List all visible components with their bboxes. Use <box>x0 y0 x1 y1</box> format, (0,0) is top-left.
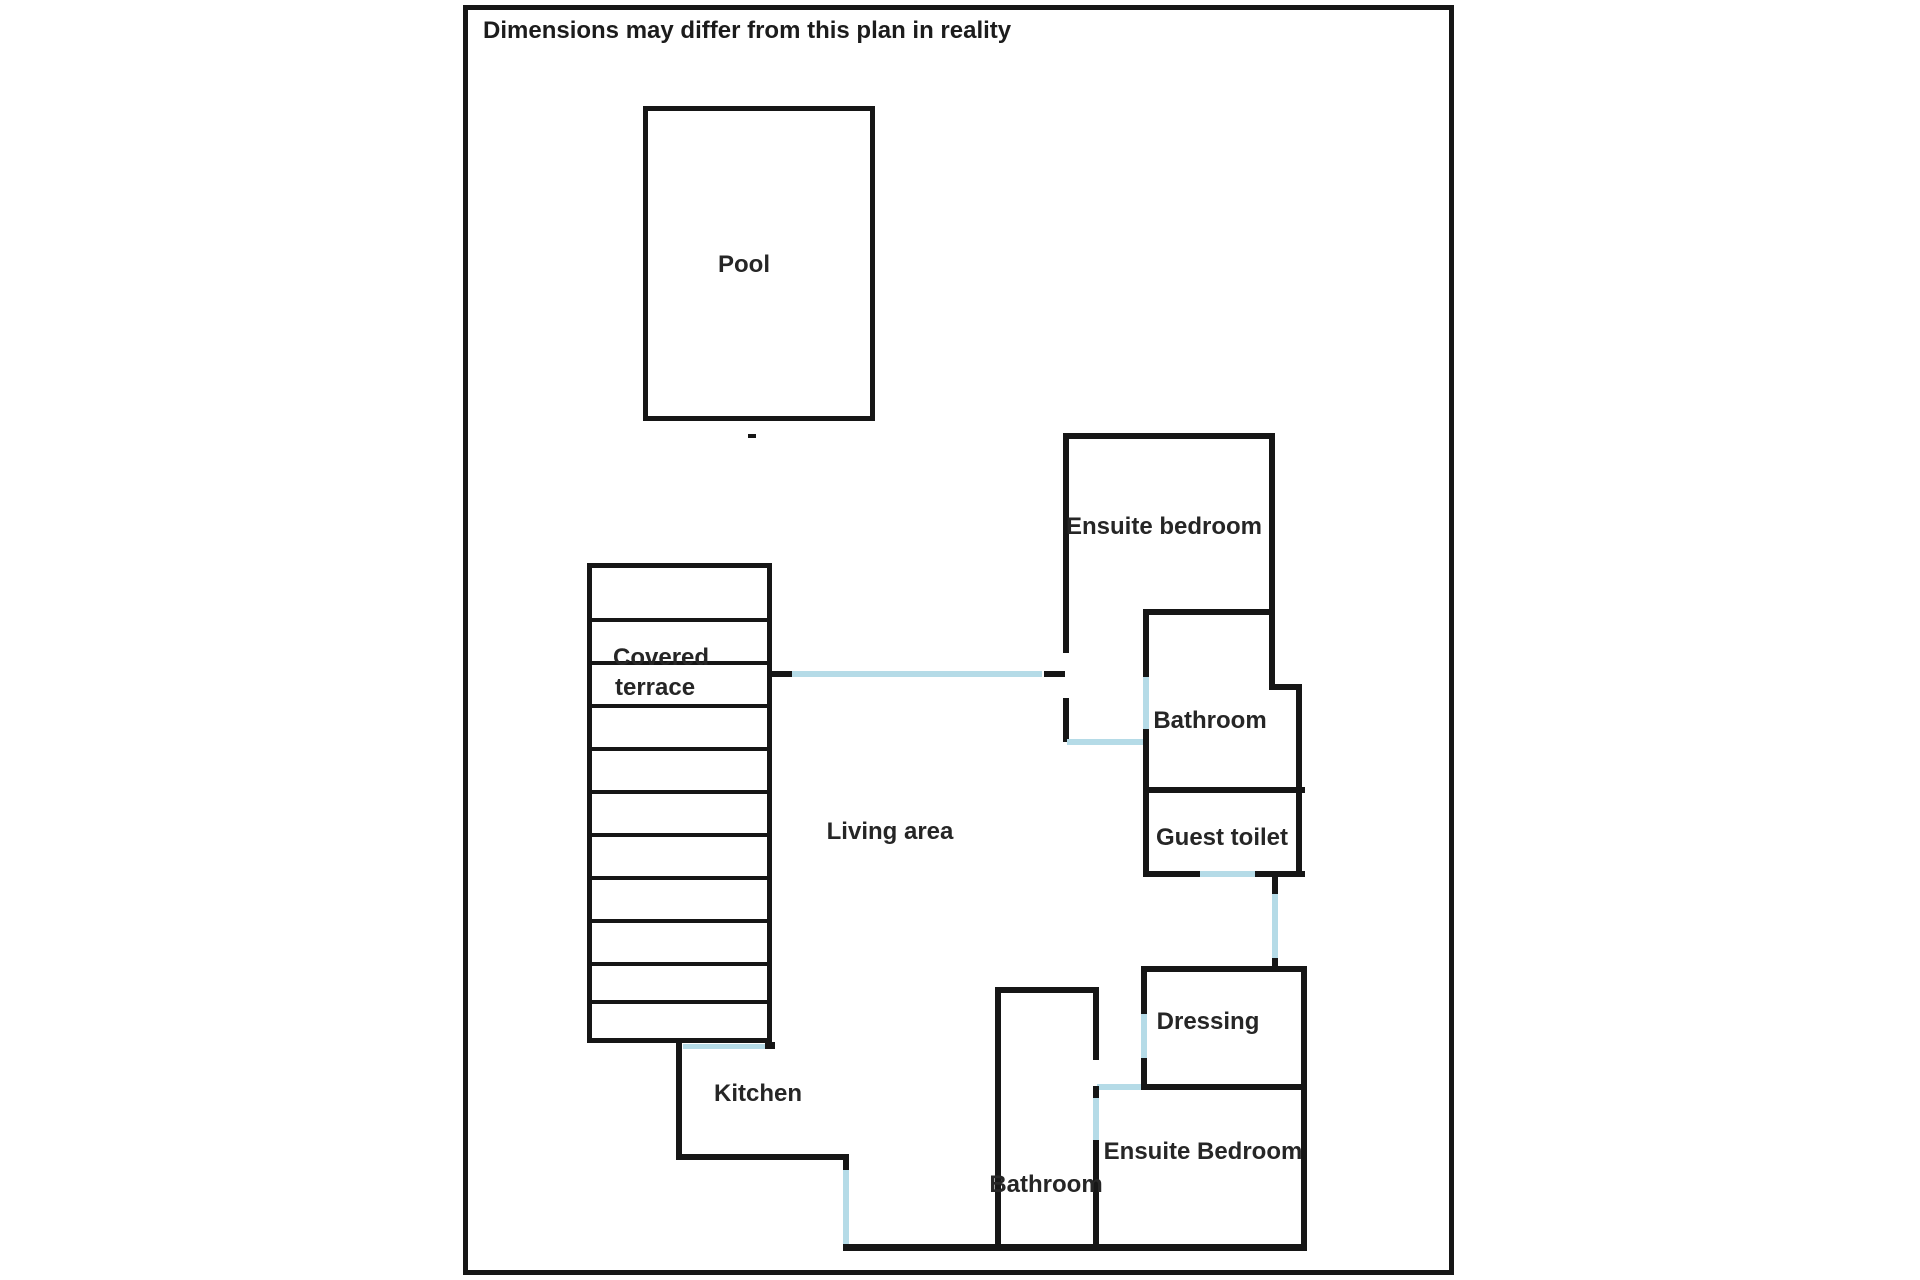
living-area-label: Living area <box>826 818 954 845</box>
terrace-slat-line <box>591 790 768 794</box>
bathroom-top-wall <box>1143 609 1274 615</box>
bedroom-right-wall <box>1269 433 1275 689</box>
bathroom2-top-wall <box>995 987 1099 993</box>
dressing-right-wall <box>1301 966 1307 1251</box>
living-door-jamb-left <box>772 671 792 677</box>
disclaimer-text: Dimensions may differ from this plan in reality <box>483 17 1012 44</box>
bathroom2-right-wall-a <box>1093 987 1099 1060</box>
terrace-slat-line <box>591 876 768 880</box>
kitchen-bottom-wall <box>676 1154 849 1160</box>
covered-terrace-outline <box>587 563 772 1043</box>
guest-toilet-label: Guest toilet <box>1155 824 1289 851</box>
dressing-bottom-wall <box>1141 1084 1307 1090</box>
bathroom-left-door <box>1143 677 1149 729</box>
dressing-top-wall <box>1141 966 1307 972</box>
kitchen-door <box>843 1170 849 1244</box>
hall-opening <box>1067 739 1143 745</box>
ensuite-bedroom-bottom-label: Ensuite Bedroom <box>1103 1138 1303 1165</box>
kitchen-terrace-jamb <box>765 1042 775 1049</box>
dressing-label: Dressing <box>1156 1008 1260 1035</box>
toilet-left-wall <box>1143 787 1149 877</box>
pool-label: Pool <box>718 251 770 278</box>
corridor-stub-top <box>1272 877 1278 894</box>
corridor-door <box>1272 894 1278 958</box>
toilet-bottom-wall-b <box>1255 871 1305 877</box>
bathroom-toilet-divider <box>1143 787 1305 793</box>
bedroom-left-wall-upper <box>1063 433 1069 653</box>
bathroom2-right-wall-b <box>1093 1086 1099 1098</box>
terrace-slat-line <box>591 1000 768 1004</box>
terrace-slat-line <box>591 833 768 837</box>
terrace-slat-line <box>591 747 768 751</box>
ensuite-bedroom-top-label: Ensuite bedroom <box>1065 513 1263 540</box>
toilet-bottom-door <box>1200 871 1255 877</box>
bathroom-top-label: Bathroom <box>1153 707 1267 734</box>
kitchen-left-wall <box>676 1043 682 1160</box>
living-sliding-door <box>792 671 1042 677</box>
dressing-left-wall-a <box>1141 966 1147 1014</box>
bedroom-top-wall <box>1063 433 1275 439</box>
south-wall <box>843 1244 1307 1251</box>
bathroom-left-wall-a <box>1143 609 1149 677</box>
bathroom-bottom-label: Bathroom <box>989 1171 1103 1198</box>
terrace-slat-line <box>591 962 768 966</box>
bedroom-left-wall-lower <box>1063 698 1069 742</box>
covered-terrace-label-line1: Covered <box>613 644 710 671</box>
bedroom-right-wall-2 <box>1296 684 1302 876</box>
terrace-slat-line <box>591 919 768 923</box>
dressing-left-door <box>1141 1014 1147 1058</box>
kitchen-stub <box>843 1154 849 1170</box>
bathroom2-left-wall <box>995 987 1001 1250</box>
toilet-bottom-wall-a <box>1143 871 1200 877</box>
terrace-slat-line <box>591 618 768 622</box>
covered-terrace-label-line2: terrace <box>615 674 696 701</box>
kitchen-terrace-window <box>683 1044 765 1049</box>
terrace-slat-line <box>591 704 768 708</box>
pool-dot <box>748 434 756 438</box>
living-door-jamb-right <box>1044 671 1065 677</box>
kitchen-label: Kitchen <box>713 1080 803 1107</box>
hall-opening-2 <box>1097 1084 1141 1090</box>
bathroom-left-wall-b <box>1143 729 1149 791</box>
bathroom2-right-door <box>1093 1098 1099 1140</box>
